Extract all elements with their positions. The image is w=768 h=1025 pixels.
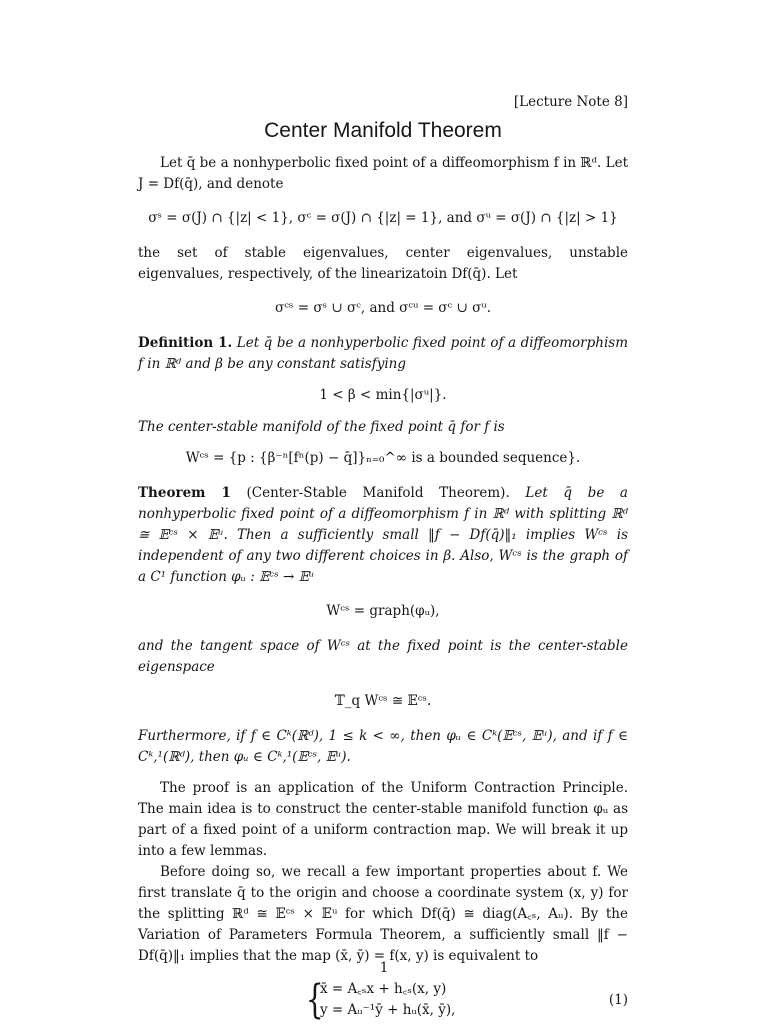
definition-label: Definition 1. [138, 335, 233, 351]
document-page [138, 92, 628, 1025]
spectra-equation: σˢ = σ(J) ∩ {|z| < 1}, σᶜ = σ(J) ∩ {|z| = 1}, and σᵘ = σ(J) ∩ {|z| > 1} [148, 210, 618, 226]
tangent-equation: 𝕋_q Wᶜˢ ≅ 𝔼ᶜˢ. [334, 693, 432, 709]
proof-intro-paragraph: The proof is an application of the Uniform Contraction Principle. The main idea is to construct the center-stable manifold function φᵤ as part of a fixed point of a uniform contraction map. We will break it up into a few lemmas. [138, 780, 628, 859]
before-paragraph: Before doing so, we recall a few important properties about f. We first translate q̄ to the origin and choose a coordinate system (x, y) for the splitting ℝᵈ ≅ 𝔼ᶜˢ × 𝔼ᵘ for which Df(q̄) ≅ diag(A꜀ₛ, Aᵤ). By the Variation of Parameters Formula Theorem, a sufficiently small ‖f − Df(q̄)‖₁ implies that the map (x̄, ȳ) = f(x, y) is equivalent to [138, 864, 628, 964]
wcs-equation: Wᶜˢ = {p : {β⁻ⁿ[fⁿ(p) − q̄]}ₙ₌₀^∞ is a bounded sequence}. [185, 450, 581, 466]
lecture-note-tag: [Lecture Note 8] [513, 94, 628, 110]
theorem-text: Let q̄ be a nonhyperbolic fixed point of a diffeomorphism f in ℝᵈ with splitting ℝᵈ ≅ 𝔼ᶜˢ × 𝔼ᵘ. Then a sufficiently small ‖f − Df(q̄)‖₁ implies Wᶜˢ is independent of any two different choices in β. Also, Wᶜˢ is the graph of a C¹ function φᵤ : 𝔼ᶜˢ → 𝔼ᵘ [138, 485, 628, 585]
theorem-label: Theorem 1 [138, 485, 231, 501]
intro-paragraph: Let q̄ be a nonhyperbolic fixed point of a diffeomorphism f in ℝᵈ. Let J = Df(q̄), and denote [138, 155, 628, 192]
system-line-1: x̄ = A꜀ₛx + h꜀ₛ(x, y) [320, 981, 447, 997]
graph-equation: Wᶜˢ = graph(φᵤ), [326, 603, 440, 619]
system-line-2: y = Aᵤ⁻¹ȳ + hᵤ(x̄, ȳ), [320, 1002, 456, 1018]
page-title: Center Manifold Theorem [264, 119, 502, 142]
definition-block [138, 333, 628, 469]
page-number: 1 [379, 960, 389, 976]
unions-equation: σᶜˢ = σˢ ∪ σᶜ, and σᶜᵘ = σᶜ ∪ σᵘ. [275, 300, 491, 316]
intro-paragraph-2: the set of stable eigenvalues, center eigenvalues, unstable eigenvalues, respectively, of the linearizatoin Df(q̄). Let [138, 245, 628, 282]
equation-system [138, 979, 628, 1025]
left-brace-symbol: { [305, 977, 324, 1023]
beta-equation: 1 < β < min{|σᵘ|}. [319, 387, 447, 403]
theorem-text-2: and the tangent space of Wᶜˢ at the fixed point is the center-stable eigenspace [138, 638, 628, 675]
theorem-block [138, 483, 628, 768]
definition-text-2: The center-stable manifold of the fixed point q̄ for f is [138, 419, 505, 435]
theorem-text-3: Furthermore, if f ∈ Cᵏ(ℝᵈ), 1 ≤ k < ∞, then φᵤ ∈ Cᵏ(𝔼ᶜˢ, 𝔼ᵘ), and if f ∈ Cᵏ,¹(ℝᵈ), then φᵤ ∈ Cᵏ,¹(𝔼ᶜˢ, 𝔼ᵘ). [138, 728, 628, 765]
definition-text: Let q̄ be a nonhyperbolic fixed point of a diffeomorphism f in ℝᵈ and β be any constant satisfying [138, 335, 628, 372]
theorem-name: (Center-Stable Manifold Theorem). [246, 485, 510, 501]
equation-number: (1) [608, 992, 628, 1008]
